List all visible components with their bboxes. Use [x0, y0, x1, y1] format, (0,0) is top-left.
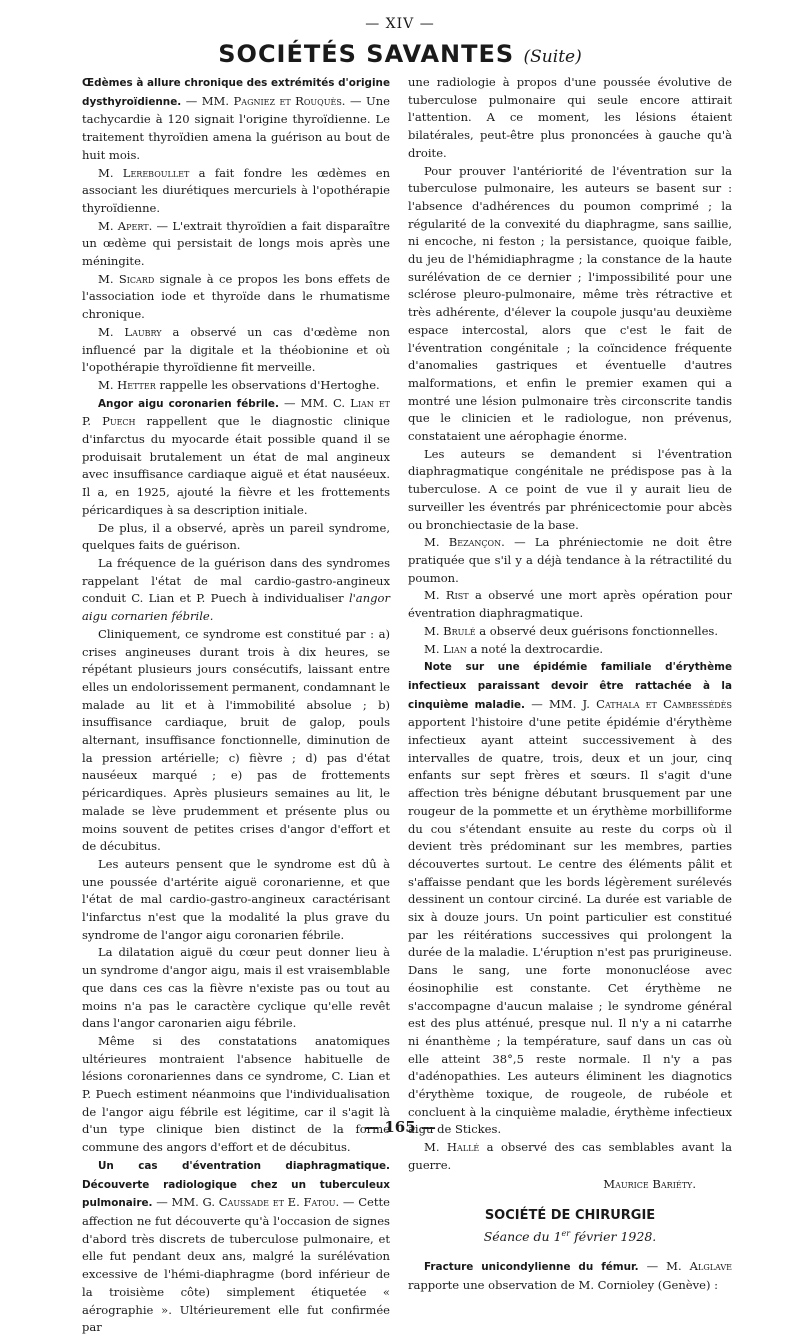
- left-column: [82, 74, 390, 1337]
- italic-term: l'angor aigu cornarien fébrile.: [82, 591, 390, 624]
- paragraph: Pour prouver l'antériorité de l'éventration sur la tuberculose pulmonaire, les auteurs se basent sur : l'absence d'adhérences du poumon comprimé ; la régularité de la convexité du diaphragme, sans saillie, ni encoche, ni feston ; la persistance, quoique faible, du jeu de l'hémidiaphragme ; la constance de la haute surélévation de ce dernier ; l'impossibilité pour une sclérose pleuro-pulmonaire, même très rétractive et très adhérente, d'élever la coupole jusqu'au deuxième espace intercostal, alors que c'est le fait de l'éventration congénitale ; la coïncidence fréquente d'anomalies gastriques et éventuelle d'autres malformations, et enfin le premier examen qui a montré une lésion pulmonaire très circonscrite tandis que le clinicien et le radiologue, non prévenus, constataient une aérophagie énorme.: [408, 163, 732, 444]
- paragraph: Les auteurs pensent que le syndrome est dû à une poussée d'artérite aiguë coronarienne, et que l'état de mal cardio-gastro-angineux caractérisant l'infarctus n'est que la modalité la plus grave du syndrome de l'angor aigu coronarien fébrile.: [82, 856, 390, 942]
- paragraph: [82, 395, 390, 520]
- paragraph: Œdèmes à allure chronique des extrémités d'origine dysthyroïdienne. — MM. Pagniez et Rouquès. — Une tachycardie à 120 signait l'origine thyroïdienne. Le traitement thyroïdien amena la guérison au bout de huit mois.: [82, 77, 391, 162]
- page-roman-numeral: — XIV —: [365, 16, 435, 32]
- page-title: [0, 40, 800, 68]
- paragraph: [82, 555, 390, 626]
- author-names: M. Rist: [424, 588, 469, 603]
- right-column: [408, 74, 732, 1294]
- title-main: SOCIÉTÉS SAVANTES: [218, 40, 515, 68]
- paragraph-text: apportent l'histoire d'une petite épidémie d'érythème infectieux ayant atteint successivement à des intervalles de quatre, trois, deux et un jour, cinq enfants sur sept frères et sœurs. Il s'agit d'une affection très bénigne débutant brusquement par une rougeur de la pommette et un érythème morbilliforme du cou s'étendant ensuite au reste du corps où il devient très prédominant sur les membres, parties découvertes surtout. Le centre des éléments pâlit et s'affaisse pendant que les bords légèrement surélevés dessinent un contour circiné. La durée est variable de six à douze jours. Un point particulier est constitué par les réitérations successives qui prolongent la durée de la maladie. L'éruption n'est pas prurigineuse. Dans le sang, une forte mononucléose avec éosinophilie est constante. Cet érythème ne s'accompagne d'aucun malaise ; le syndrome général est des plus atténué, presque nul. Il n'y a ni catarrhe ni énanthème ; la température, sauf dans un cas où elle atteint 38°,5 reste normale. Il n'y a pas d'adénopathies. Les auteurs éliminent les diagnotics d'érythème toxique, de rougeole, de rubéole et concluent à la cinquième maladie, érythème infectieux aigu de Stickes.: [408, 715, 732, 1137]
- paragraph-text: — La phréniectomie ne doit être pratiquée que s'il y a déjà tendance à la rétractilité du poumon.: [408, 535, 732, 585]
- author-names: M. Laubry: [98, 324, 162, 339]
- title-suite: (Suite): [523, 47, 582, 67]
- author-names: M. Lian: [424, 641, 467, 656]
- author-names: — MM. J. Cathala et Cambessédès: [531, 696, 732, 711]
- paragraph-text: — L'extrait thyroïdien a fait disparaître un œdème qui persistait de longs mois après une méningite.: [82, 218, 390, 269]
- section-title: SOCIÉTÉ DE CHIRURGIE: [484, 1208, 656, 1224]
- paragraph: [408, 587, 732, 622]
- paragraph-text: La fréquence de la guérison dans des syndromes rappelant l'état de mal cardio-gastro-angineux conduit C. Lian et P. Puech à individualiser: [82, 555, 390, 606]
- paragraph: [408, 641, 732, 659]
- paragraph-text: a observé des cas semblables avant la guerre.: [408, 1140, 732, 1172]
- paragraph: Les auteurs se demandent si l'éventration diaphragmatique congénitale ne prédispose pas à la tuberculose. A ce point de vue il y aurait lieu de surveiller les éventrés par phrénicectomie pour abcès ou bronchiectasie de la base.: [408, 446, 732, 532]
- author-names: M. Lereboullet: [98, 165, 190, 180]
- author-names: M. Sicard: [98, 271, 155, 286]
- paragraph: [408, 658, 732, 1139]
- paragraph: [408, 623, 732, 641]
- author-names: — MM. G. Caussade et E. Fatou.: [156, 1195, 340, 1210]
- paragraph-text: rapporte une observation de M. Cornioley (Genève) :: [408, 1277, 719, 1292]
- section-date: Séance du 1er février 1928.: [483, 1229, 657, 1245]
- article-heading: Angor aigu coronarien fébrile.: [98, 397, 279, 410]
- paragraph: [82, 271, 390, 324]
- paragraph: [408, 534, 732, 587]
- paragraph: [82, 324, 390, 377]
- paragraph: Cliniquement, ce syndrome est constitué par : a) crises angineuses durant trois à dix heures, se répétant plusieurs jours consécutifs, laissant entre elles un endolorissement permanent, condamnant le malade au lit et à l'immobilité absolue ; b) insuffisance cardiaque, bruit de galop, pouls alternant, insuffisance fonctionnelle, diminution de la pression artérielle; c) fièvre ; d) pas d'état nauséeux marqué ; e) pas de frottements péricardiques. Après plusieurs semaines au lit, le malade se lève prudemment et présente plus ou moins souvent de petites crises d'angor d'effort et de décubitus.: [82, 626, 390, 854]
- author-names: M. Apert.: [98, 218, 153, 233]
- signature: Maurice Bariéty.: [603, 1176, 696, 1191]
- paragraph-text: signale à ce propos les bons effets de l'association iode et thyroïde dans le rhumatisme chronique.: [82, 271, 391, 322]
- paragraph-text: a noté la dextrocardie.: [470, 641, 604, 656]
- page-number: — 165 —: [364, 1118, 436, 1136]
- paragraph: [408, 1139, 732, 1174]
- article-heading: Un cas d'éventration diaphragmatique. Découverte radiologique chez un tuberculeux pulmonaire.: [82, 1159, 390, 1210]
- paragraph: [82, 1157, 390, 1337]
- author-names: M. Bezançon.: [424, 535, 505, 550]
- paragraph: [82, 377, 390, 395]
- paragraph: Même si des constatations anatomiques ultérieures montraient l'absence habituelle de lésions coronariennes dans ce syndrome, C. Lian et P. Puech estiment néanmoins que l'individualisation de l'angor aigu fébrile est légitime, car il s'agit là d'un type clinique bien distinct de la forme commune des angors d'effort et de décubitus.: [82, 1033, 390, 1155]
- paragraph: [82, 218, 390, 271]
- paragraph: [408, 1258, 732, 1294]
- paragraph-text: — Une tachycardie à 120 signait l'origine thyroïdienne. Le traitement thyroïdien amena la guérison au bout de huit mois.: [82, 93, 391, 162]
- author-names: M. Hetter: [98, 377, 156, 392]
- paragraph-text: rappellent que le diagnostic clinique d'infarctus du myocarde était possible quand il se produisait brutalement un état de mal angineux avec insuffisance cardiaque aiguë et état nauséeux. Il a, en 1925, ajouté la fièvre et les frottements péricardiques à sa description initiale.: [82, 414, 391, 517]
- paragraph-text: a observé un cas d'œdème non influencé par la digitale et la théobionine et où l'opothérapie thyroïdienne fit merveille.: [82, 324, 390, 375]
- paragraph-text: — Cette affection ne fut découverte qu'à l'occasion de signes d'abord très discrets de tuberculose pulmonaire, et elle fut pendant deux ans, malgré la surélévation excessive de l'hémi-diaphragme (bord inférieur de la troisième côte) simplement étiquetée « aérographie ». Ultérieurement elle fut confirmée par: [82, 1195, 390, 1335]
- paragraph: [82, 165, 390, 218]
- article-heading: Fracture unicondylienne du fémur.: [424, 1260, 639, 1273]
- paragraph-text: rappelle les observations d'Hertoghe.: [159, 377, 380, 392]
- author-names: M. Brulé: [424, 623, 476, 638]
- paragraph-text: a observé deux guérisons fonctionnelles.: [479, 623, 719, 638]
- author-names: M. Hallé: [424, 1140, 480, 1155]
- author-names: — MM. C. Lian et P. Puech: [82, 395, 391, 429]
- paragraph-text: a observé une mort après opération pour éventration diaphragmatique.: [408, 588, 733, 621]
- author-names: MM. Pagniez et Rouquès.: [201, 93, 346, 108]
- paragraph: De plus, il a observé, après un pareil syndrome, quelques faits de guérison.: [82, 520, 390, 553]
- paragraph: La dilatation aiguë du cœur peut donner lieu à un syndrome d'angor aigu, mais il est vraisemblable que dans ces cas la fièvre n'existe pas ou tout au moins n'a pas le caractère cyclique qu'elle revêt dans l'angor caronarien aigu fébrile.: [82, 945, 390, 1031]
- paragraph: une radiologie à propos d'une poussée évolutive de tuberculose pulmonaire qui seule encore attirait l'attention. A ce moment, les lésions étaient bilatérales, peut-être plus prononcées à gauche qu'à droite.: [408, 75, 732, 160]
- author-names: — M. Alglave: [646, 1258, 733, 1273]
- article-heading: Note sur une épidémie familiale d'érythème infectieux paraissant devoir être rattachée à la cinquième maladie.: [408, 661, 732, 711]
- article-heading: Œdèmes à allure chronique des extrémités d'origine dysthyroïdienne.: [82, 77, 390, 108]
- paragraph-text: a fait fondre les œdèmes en associant les diurétiques mercuriels à l'opothérapie thyroïdienne.: [82, 165, 391, 215]
